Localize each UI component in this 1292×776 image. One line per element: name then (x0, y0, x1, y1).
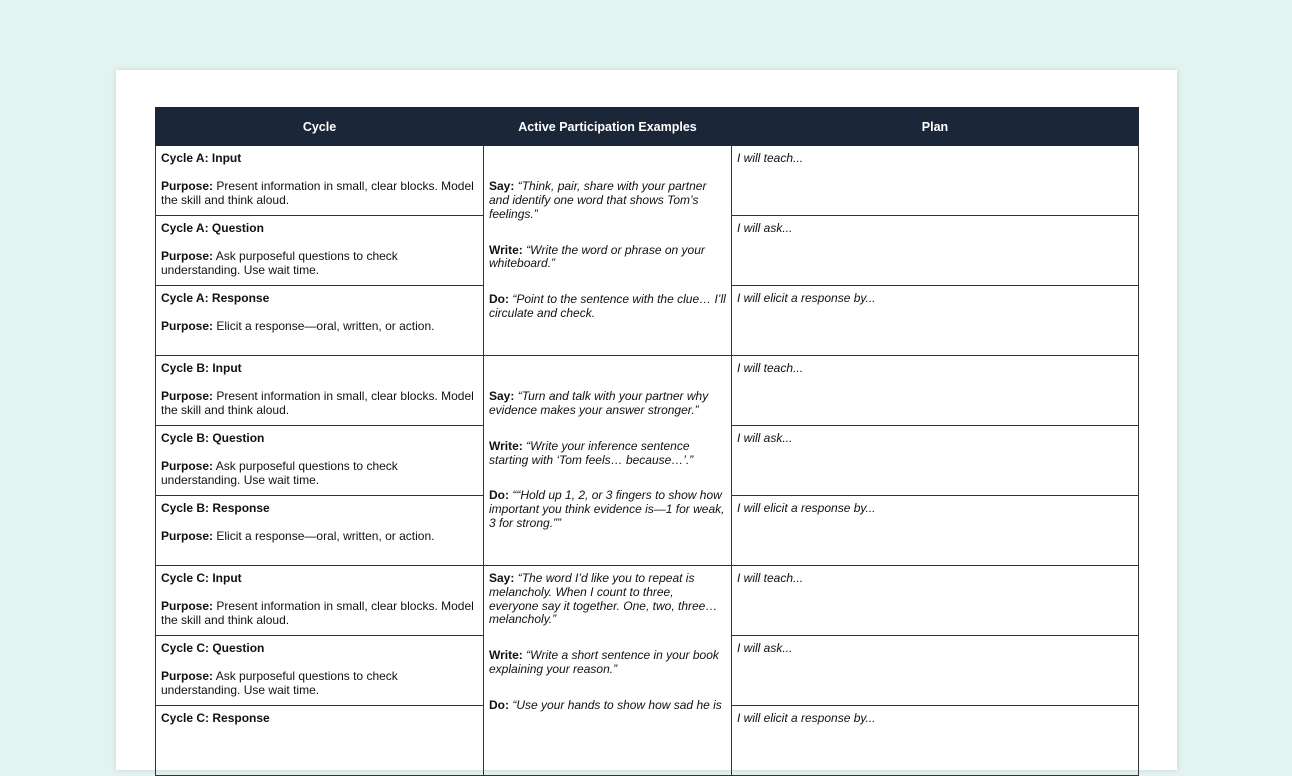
plan-cell[interactable]: I will teach... (732, 356, 1139, 426)
example-write: Write: “Write a short sentence in your book explaining your reason.” (489, 648, 719, 676)
cycle-title: Cycle C: Question (161, 641, 265, 655)
cycle-cell (156, 286, 484, 356)
header-active-participation: Active Participation Examples (484, 108, 732, 146)
plan-cell[interactable]: I will ask... (732, 216, 1139, 286)
cycle-title: Cycle B: Input (161, 361, 242, 375)
table-row (156, 356, 1139, 426)
cycle-purpose: Purpose: Present information in small, clear blocks. Model the skill and think aloud. (161, 388, 474, 417)
example-do: Do: “Point to the sentence with the clue… I’ll circulate and check. (489, 292, 726, 320)
cycle-title: Cycle A: Input (161, 151, 242, 165)
cycle-cell (156, 426, 484, 496)
cycle-title: Cycle B: Question (161, 431, 265, 445)
cycle-title: Cycle B: Response (161, 501, 270, 515)
example-say: Say: “Turn and talk with your partner why evidence makes your answer stronger.” (489, 389, 709, 417)
cycle-purpose: Purpose: Present information in small, clear blocks. Model the skill and think aloud. (161, 598, 474, 627)
table-row (156, 146, 1139, 216)
cycle-title: Cycle C: Response (161, 711, 270, 725)
cycle-cell (156, 566, 484, 636)
plan-cell[interactable]: I will elicit a response by... (732, 496, 1139, 566)
plan-cell[interactable]: I will teach... (732, 146, 1139, 216)
cycle-purpose: Purpose: Ask purposeful questions to check understanding. Use wait time. (161, 458, 398, 487)
plan-cell[interactable]: I will ask... (732, 426, 1139, 496)
cycle-title: Cycle C: Input (161, 571, 242, 585)
table-row (156, 566, 1139, 636)
cycle-title: Cycle A: Response (161, 291, 270, 305)
plan-cell[interactable]: I will elicit a response by... (732, 286, 1139, 356)
plan-cell[interactable]: I will elicit a response by... (732, 706, 1139, 776)
example-write: Write: “Write your inference sentence starting with ‘Tom feels… because…’.” (489, 438, 694, 467)
plan-cell[interactable]: I will ask... (732, 636, 1139, 706)
examples-cell (484, 146, 732, 356)
example-say: Say: “The word I’d like you to repeat is melancholy. When I count to three, everyone say it together. One, two, three… melancholy.” (489, 571, 718, 627)
cycle-purpose: Purpose: Present information in small, clear blocks. Model the skill and think aloud. (161, 178, 474, 207)
lesson-plan-table (155, 107, 1139, 776)
cycle-title: Cycle A: Question (161, 221, 264, 235)
header-cycle: Cycle (156, 108, 484, 146)
cycle-cell (156, 706, 484, 776)
examples-cell (484, 566, 732, 776)
header-plan: Plan (732, 108, 1139, 146)
cycle-purpose: Purpose: Elicit a response—oral, written, or action. (161, 318, 435, 333)
cycle-cell (156, 636, 484, 706)
example-do: Do: ““Hold up 1, 2, or 3 fingers to show how important you think evidence is—1 for weak, 3 for strong.”” (489, 488, 725, 530)
plan-cell[interactable]: I will teach... (732, 566, 1139, 636)
example-do: Do: “Use your hands to show how sad he is (489, 697, 722, 712)
cycle-cell (156, 496, 484, 566)
example-write: Write: “Write the word or phrase on your whiteboard.” (489, 242, 705, 271)
cycle-cell (156, 356, 484, 426)
cycle-purpose: Purpose: Ask purposeful questions to check understanding. Use wait time. (161, 668, 398, 697)
examples-cell (484, 356, 732, 566)
document-page (116, 70, 1177, 770)
cycle-purpose: Purpose: Ask purposeful questions to check understanding. Use wait time. (161, 248, 398, 277)
table-header-row (156, 108, 1139, 146)
example-say: Say: “Think, pair, share with your partner and identify one word that shows Tom’s feelings.” (489, 179, 707, 221)
cycle-cell (156, 146, 484, 216)
cycle-purpose: Purpose: Elicit a response—oral, written, or action. (161, 528, 435, 543)
cycle-cell (156, 216, 484, 286)
